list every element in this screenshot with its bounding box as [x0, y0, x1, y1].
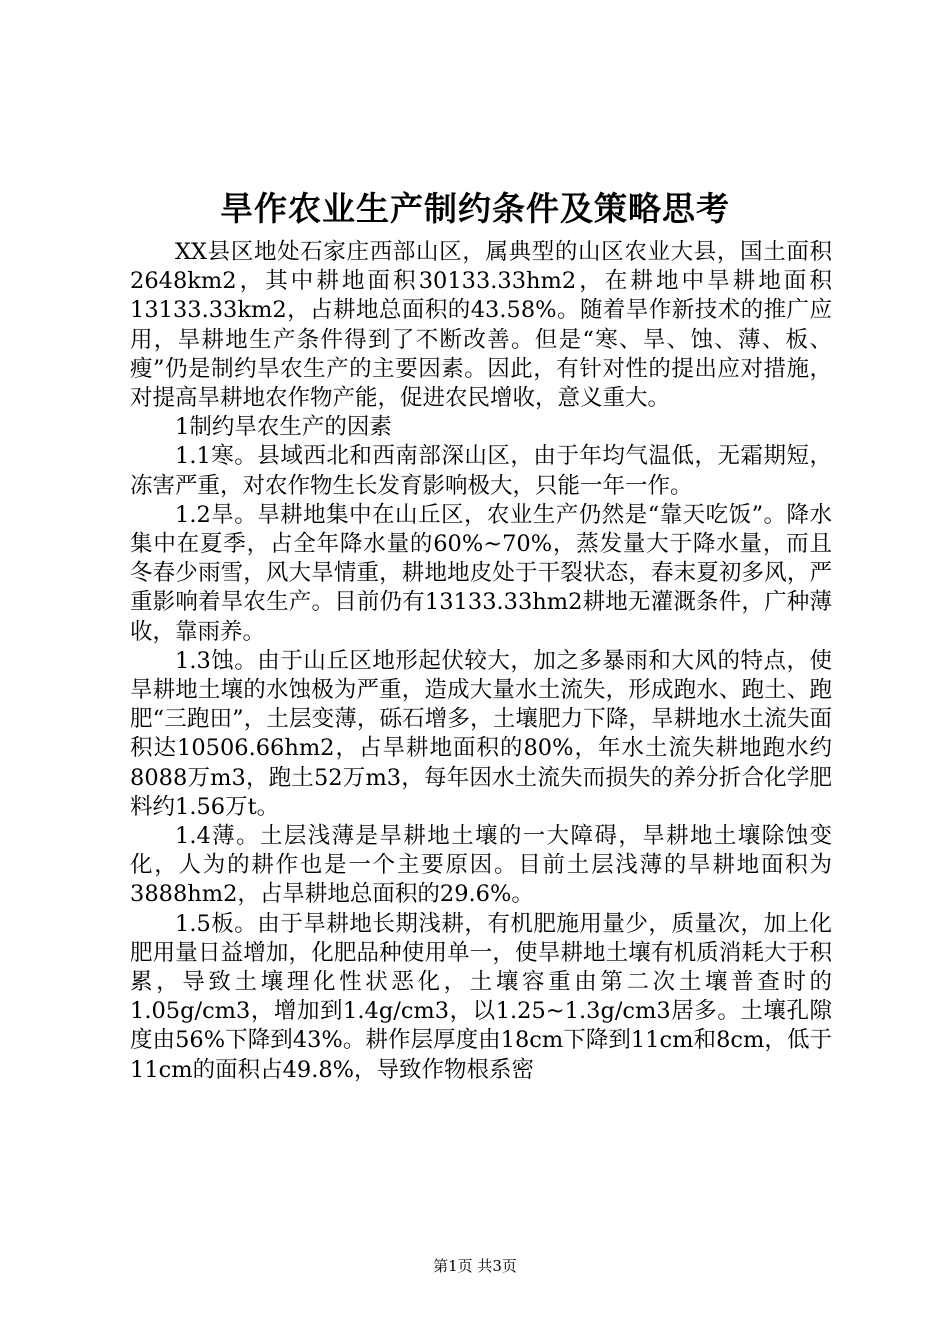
- document-body: [130, 238, 832, 1085]
- section-heading-1: 1制约旱农生产的因素: [175, 414, 392, 441]
- page-footer: 第1页 共3页: [433, 1257, 517, 1275]
- paragraph-1-5: 1.5板。由于旱耕地长期浅耕，有机肥施用量少，质量次，加上化肥用量日益增加，化肥品种使用单一，使旱耕地土壤有机质消耗大于积累，导致土壤理化性状恶化，土壤容重由第二次土壤普查时的1.05g/cm3，增加到1.4g/cm3，以1.25~1.3g/cm3居多。土壤孔隙度由56%下降到43%。耕作层厚度由18cm下降到11cm和8cm，低于11cm的面积占49.8%，导致作物根系密: [130, 910, 832, 1083]
- paragraph-1-2: 1.2旱。旱耕地集中在山丘区，农业生产仍然是“靠天吃饭”。降水集中在夏季，占全年降水量的60%~70%，蒸发量大于降水量，而且冬春少雨雪，风大旱情重，耕地地皮处于干裂状态，春末夏初多风，严重影响着旱农生产。目前仍有13133.33hm2耕地无灌溉条件，广种薄收，靠雨养。: [130, 501, 832, 645]
- paragraph-1-1: 1.1寒。县域西北和西南部深山区，由于年均气温低，无霜期短，冻害严重，对农作物生长发育影响极大，只能一年一作。: [130, 443, 832, 499]
- paragraph-1-4: 1.4薄。土层浅薄是旱耕地土壤的一大障碍，旱耕地土壤除蚀变化，人为的耕作也是一个主要原因。目前土层浅薄的旱耕地面积为3888hm2，占旱耕地总面积的29.6%。: [130, 823, 832, 908]
- document-title: 旱作农业生产制约条件及策略思考: [220, 189, 730, 228]
- paragraph-1-3: 1.3蚀。由于山丘区地形起伏较大，加之多暴雨和大风的特点，使旱耕地土壤的水蚀极为严重，造成大量水土流失，形成跑水、跑土、跑肥“三跑田”，土层变薄，砾石增多，土壤肥力下降，旱耕地水土流失面积达10506.66hm2，占旱耕地面积的80%，年水土流失耕地跑水约8088万m3，跑土52万m3，每年因水土流失而损失的养分折合化学肥料约1.56万t。: [130, 647, 832, 820]
- paragraph-intro: XX县区地处石家庄西部山区，属典型的山区农业大县，国土面积2648km2，其中耕地面积30133.33hm2，在耕地中旱耕地面积13133.33km2，占耕地总面积的43.58%。随着旱作新技术的推广应用，旱耕地生产条件得到了不断改善。但是“寒、旱、蚀、薄、板、瘦”仍是制约旱农生产的主要因素。因此，有针对性的提出应对措施，对提高旱耕地农作物产能，促进农民增收，意义重大。: [130, 239, 832, 412]
